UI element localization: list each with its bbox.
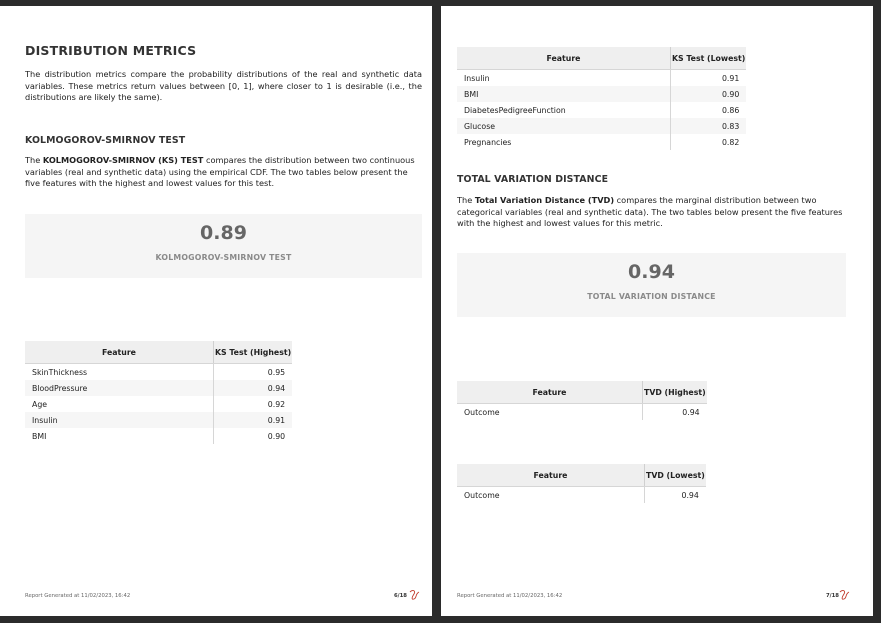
column-header: Feature [457, 381, 643, 404]
ks-heading: KOLMOGOROV-SMIRNOV TEST [25, 135, 186, 146]
tvd-heading: TOTAL VARIATION DISTANCE [457, 174, 609, 185]
table-row [457, 102, 746, 118]
signature-icon [839, 589, 851, 601]
table-row [25, 380, 292, 396]
footer-generated: Report Generated at 11/02/2023, 16:42 [457, 593, 563, 599]
column-header: TVD (Highest) [643, 381, 707, 404]
value-cell: 0.83 [671, 118, 747, 134]
intro-paragraph: The distribution metrics compare the probability distributions of the real and synthetic data variables. These metrics return values between [0, 1], where closer to 1 is desirable (i.e., the distributions are likely the same). [25, 69, 422, 102]
tvd-metric-label: TOTAL VARIATION DISTANCE [587, 292, 716, 301]
ks-term: KOLMOGOROV-SMIRNOV (KS) TEST [42, 155, 204, 165]
feature-cell: Pregnancies [464, 137, 512, 147]
column-header: Feature [457, 464, 645, 487]
value-cell: 0.91 [214, 412, 293, 428]
report-page-6 [0, 6, 432, 616]
footer-page-number: 7/18 [826, 593, 839, 599]
value-cell: 0.95 [214, 364, 293, 381]
table-row [457, 487, 706, 504]
value-cell: 0.90 [214, 428, 293, 444]
value-cell: 0.86 [671, 102, 747, 118]
value-cell: 0.91 [671, 70, 747, 87]
feature-cell: SkinThickness [32, 367, 88, 377]
ks-lowest-table [457, 47, 746, 150]
value-cell: 0.94 [643, 404, 707, 421]
table-row [457, 134, 746, 150]
feature-cell: Glucose [457, 118, 671, 134]
ks-highest-table [25, 341, 292, 444]
ks-metric-value: 0.89 [200, 222, 247, 244]
value-cell: 0.92 [214, 396, 293, 412]
feature-cell: Outcome [464, 407, 500, 417]
table-row [25, 412, 292, 428]
report-page-7 [441, 6, 873, 616]
tvd-term: Total Variation Distance (TVD) [474, 195, 615, 205]
column-header: KS Test (Lowest) [671, 47, 747, 70]
column-header: Feature [25, 341, 214, 364]
feature-cell: BMI [457, 86, 671, 102]
feature-cell: DiabetesPedigreeFunction [464, 105, 566, 115]
feature-cell: BMI [32, 431, 47, 441]
feature-cell: Insulin [25, 412, 214, 428]
table-row [25, 428, 292, 444]
tvd-lowest-table [457, 464, 706, 503]
tvd-highest-table [457, 381, 707, 420]
tvd-metric-card [457, 253, 846, 317]
feature-cell: BloodPressure [25, 380, 214, 396]
column-header: Feature [457, 47, 671, 70]
value-cell: 0.94 [214, 380, 293, 396]
footer-page-number: 6/18 [394, 593, 407, 599]
value-cell: 0.90 [671, 86, 747, 102]
page-title: DISTRIBUTION METRICS [25, 43, 197, 58]
feature-cell: Insulin [464, 73, 490, 83]
signature-icon [409, 589, 421, 601]
table-row [457, 86, 746, 102]
column-header: TVD (Lowest) [645, 464, 706, 487]
tvd-description: The Total Variation Distance (TVD) compares the marginal distribution between two categorical variables (real and synthetic data). The two tables below present the five features with the highest and lowest values for this metric. [457, 195, 843, 228]
feature-cell: Age [32, 399, 48, 409]
table-row [25, 396, 292, 412]
table-row [457, 404, 707, 421]
value-cell: 0.82 [671, 134, 747, 150]
tvd-metric-value: 0.94 [628, 261, 675, 283]
column-header: KS Test (Highest) [214, 341, 293, 364]
table-row [457, 118, 746, 134]
feature-cell: Outcome [464, 490, 500, 500]
ks-description: The KOLMOGOROV-SMIRNOV (KS) TEST compares the distribution between two continuous variables (real and synthetic data) using the empirical CDF. The two tables below present the five features with the highest and lowest values for this test. [25, 155, 415, 188]
ks-metric-label: KOLMOGOROV-SMIRNOV TEST [155, 253, 292, 262]
table-row [25, 364, 292, 381]
value-cell: 0.94 [645, 487, 706, 504]
ks-metric-card [25, 214, 422, 278]
table-row [457, 70, 746, 87]
footer-generated: Report Generated at 11/02/2023, 16:42 [25, 593, 131, 599]
